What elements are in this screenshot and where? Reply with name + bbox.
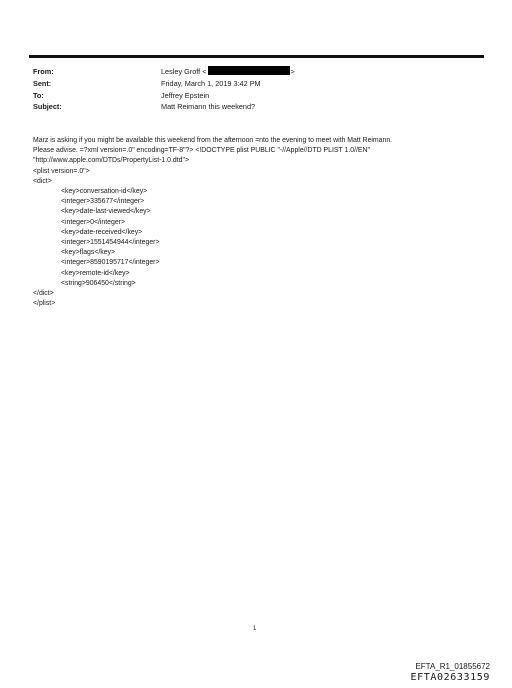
bates-stamp-2: EFTA02633159 [410, 672, 490, 683]
plist-line: <key>date-received</key> [61, 228, 143, 236]
plist-line: <key>flags</key> [61, 249, 116, 257]
redaction-box [208, 66, 290, 75]
sent-label: Sent: [33, 79, 52, 88]
page-number: 1 [253, 626, 257, 632]
bates-stamp-1: EFTA_R1_01855672 [415, 662, 490, 671]
body-line: <plist version=.0"> [33, 167, 90, 175]
body-line: <dict> [33, 177, 52, 185]
body-line: </dict> [33, 290, 54, 298]
body-line: "http://www.apple.com/DTDs/PropertyList-1.0.dtd"> [33, 157, 189, 165]
plist-line: <integer>335677</integer> [61, 198, 145, 206]
plist-line: <key>remote-id</key> [61, 269, 130, 277]
subject-value: Matt Reimann this weekend? [161, 102, 256, 111]
plist-line: <key>conversation-id</key> [61, 188, 148, 196]
subject-label: Subject: [33, 102, 62, 111]
from-end: > [290, 67, 295, 76]
body-line: Please advise. =?xml version=.0" encoding=TF-8"?> <!DOCTYPE plist PUBLIC "-//Apple//DTD PLIST 1.0//EN" [33, 147, 370, 155]
to-value: Jeffrey Epstein [161, 91, 210, 100]
sent-value: Friday, March 1, 2019 3:42 PM [161, 79, 261, 88]
body-line: Marz is asking if you might be available this weekend from the afternoon =nto the evening to meet with Matt Reimann. [33, 137, 393, 144]
plist-line: <integer>8590195717</integer> [61, 259, 160, 267]
body-line: </plist> [33, 300, 56, 308]
email-body [33, 136, 392, 309]
from-name: Lesley Groff < [161, 67, 207, 76]
plist-line: <integer>0</integer> [61, 218, 125, 226]
plist-line: <integer>1551454944</integer> [61, 239, 160, 247]
plist-line: <key>date-last-viewed</key> [61, 208, 151, 216]
from-label: From: [33, 67, 54, 76]
from-value [161, 66, 295, 78]
plist-line: <string>906450</string> [61, 279, 136, 287]
header-divider [29, 55, 484, 58]
to-label: To: [33, 91, 44, 100]
